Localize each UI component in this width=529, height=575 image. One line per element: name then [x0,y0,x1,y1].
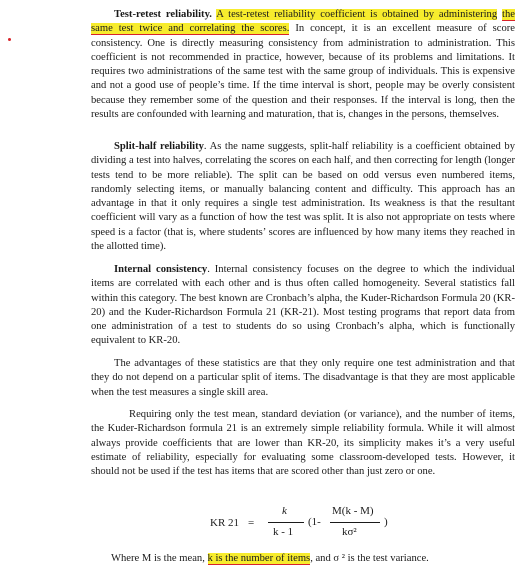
legend-text-after: , and σ ² is the test variance. [310,553,429,564]
margin-mark [8,38,11,41]
formula-legend [111,552,429,566]
kr21-formula [210,505,410,545]
fraction-bar-1 [268,522,304,523]
highlight-definition-a: A test-retest reliability coefficient is obtained by administering [216,9,498,20]
formula-paren-open: (1- [308,516,321,528]
fraction-bar-2 [330,522,380,523]
paragraph-advantages: The advantages of these statistics are that they only require one test administration and that they do not depend on a particular split of items. The disadvantage is that they are most applicable when the test measures a single skill area. [91,358,515,398]
formula-lhs: KR 21 [210,517,240,529]
formula-denominator-1: k - 1 [273,526,294,538]
heading-test-retest: Test-retest reliability. [114,9,212,20]
legend-text-before: Where M is the mean, [111,553,208,564]
paragraph-test-retest-body: In concept, it is an excellent measure of score consistency. One is directly measuring consistency from administration to administration. This coefficient is not recommended in practice, however, because of its problems and limitations. It requires two administrations of the same test with the same group of individuals. This is expensive and not a good use of people’s time. If the time interval is short, people may be overly consistent because they remember some of the question and their responses. If the interval is long, then the results are confounded with learning and maturation, that is, changes in the persons, themselves. [91,23,515,121]
formula-equals: = [248,517,255,529]
paragraph-kr21: Requiring only the test mean, standard deviation (or variance), and the number of items, the Kuder-Richardson formula 21 is an extremely simple reliability formula. While it will almost always provide coefficients that are lower than KR-20, its simplicity makes it’s a very useful estimate of reliability, especially for evaluating some classroom-developed tests. However, it should not be used if the test has items that are scored other than just zero or one. [91,409,515,478]
formula-numerator-2: M(k - M) [332,505,374,517]
paragraph-split-half-body: . As the name suggests, split-half reliability is a coefficient obtained by dividing a test into halves, correlating the scores on each half, and then correcting for length (longer tests tend to be more reliable). The split can be based on odd versus even numbered items, randomly selecting items, or manually balancing content and difficulty. This approach has an advantage in that it only requires a single test administration. Its weakness is that the resultant coefficient will vary as a function of how the test was split. It is also not appropriate on tests where speed is a factor (that is, where students’ scores are influenced by how many items they reached in the allotted time). [91,141,515,253]
highlight-number-of-items: k is the number of items [207,553,311,564]
highlight-definition-b: the same test twice and correlating the scores. [91,9,515,35]
paragraph-split-half [91,140,515,254]
formula-paren-close: ) [384,516,388,528]
paragraph-internal-consistency-body: . Internal consistency focuses on the degree to which the individual items are correlated with each other and is thus often called homogeneity. Several statistics fall within this category. The best known are Cronbach’s alpha, the Kuder-Richardson Formula 20 (KR-20) and the Kuder-Richardson Formula 21 (KR-21). Most testing programs that report data from one administration of a test to students do so using Cronbach’s alpha, which is functionally equivalent to KR-20. [91,264,515,347]
formula-denominator-2: kσ² [342,526,357,538]
formula-numerator-1: k [282,505,287,517]
paragraph-internal-consistency [91,263,515,349]
heading-split-half: Split-half reliability [114,141,204,152]
paragraph-test-retest [91,8,515,122]
heading-internal-consistency: Internal consistency [114,264,208,275]
